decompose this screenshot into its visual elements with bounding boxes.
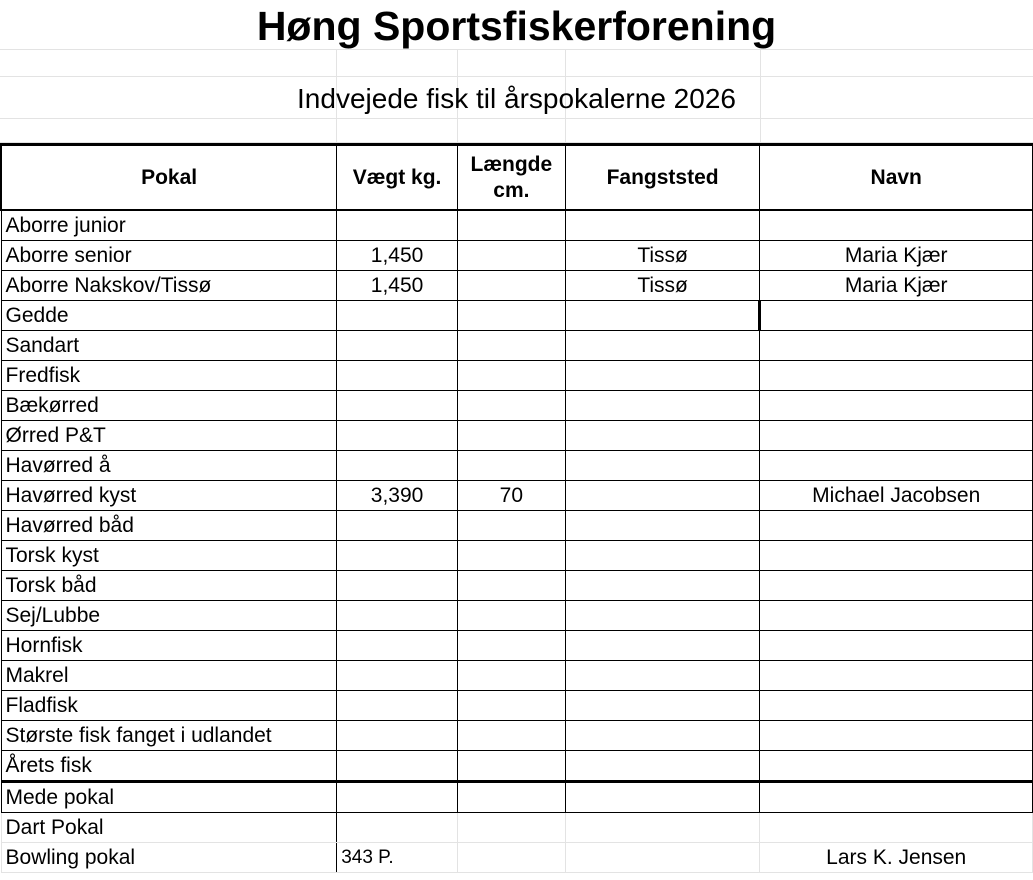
cell-pokal[interactable]: Sandart	[1, 331, 337, 361]
cell-fangststed[interactable]	[565, 331, 760, 361]
cell-fangststed[interactable]	[565, 571, 760, 601]
cell-pokal[interactable]: Fladfisk	[1, 691, 337, 721]
cell-vaegt[interactable]	[337, 631, 458, 661]
cell-fangststed[interactable]	[565, 782, 760, 813]
table-row	[1, 391, 1033, 421]
cell-navn[interactable]	[760, 301, 1033, 331]
table-row	[1, 271, 1033, 301]
cell-vaegt[interactable]	[337, 391, 458, 421]
cell-fangststed[interactable]	[565, 301, 760, 331]
header-fangststed[interactable]: Fangststed	[565, 145, 760, 211]
table-row	[1, 241, 1033, 271]
table-row	[1, 661, 1033, 691]
cell-pokal[interactable]: Havørred å	[1, 451, 337, 481]
table-row	[1, 601, 1033, 631]
cell-fangststed[interactable]	[565, 391, 760, 421]
cell-navn[interactable]	[760, 451, 1033, 481]
table-row	[1, 813, 1033, 843]
cell-navn[interactable]	[760, 631, 1033, 661]
cell-vaegt[interactable]	[337, 571, 458, 601]
table-row	[1, 721, 1033, 751]
cell-vaegt[interactable]: 3,390	[337, 481, 458, 511]
cell-vaegt[interactable]	[337, 813, 458, 843]
cell-pokal[interactable]: Torsk båd	[1, 571, 337, 601]
cell-navn[interactable]: Michael Jacobsen	[760, 481, 1033, 511]
cell-fangststed[interactable]	[565, 691, 760, 721]
cell-fangststed[interactable]	[565, 541, 760, 571]
cell-laengde[interactable]	[457, 210, 565, 241]
cell-laengde[interactable]	[457, 571, 565, 601]
cell-vaegt[interactable]	[337, 511, 458, 541]
cell-laengde[interactable]	[457, 301, 565, 331]
cell-vaegt[interactable]	[337, 691, 458, 721]
cell-vaegt[interactable]	[337, 721, 458, 751]
cell-vaegt[interactable]	[337, 451, 458, 481]
cell-fangststed[interactable]	[565, 843, 760, 873]
cell-pokal[interactable]: Ørred P&T	[1, 421, 337, 451]
cell-pokal[interactable]: Mede pokal	[1, 782, 337, 813]
grid-row	[0, 50, 1033, 77]
cell-navn[interactable]	[760, 601, 1033, 631]
cell-laengde[interactable]	[457, 631, 565, 661]
table-row	[1, 751, 1033, 782]
cell-vaegt[interactable]	[337, 301, 458, 331]
grid-row	[0, 119, 1033, 143]
cell-navn[interactable]	[760, 721, 1033, 751]
table-header-row	[1, 145, 1033, 211]
cell-pokal[interactable]: Makrel	[1, 661, 337, 691]
cell-vaegt[interactable]	[337, 751, 458, 782]
cell-fangststed[interactable]	[565, 481, 760, 511]
cell-fangststed[interactable]	[565, 661, 760, 691]
cell-fangststed[interactable]	[565, 511, 760, 541]
cell-pokal[interactable]: Havørred båd	[1, 511, 337, 541]
cell-laengde[interactable]: 70	[457, 481, 565, 511]
cell-navn[interactable]	[760, 421, 1033, 451]
cell-navn[interactable]	[760, 391, 1033, 421]
cell-vaegt[interactable]	[337, 601, 458, 631]
cell-laengde[interactable]	[457, 241, 565, 271]
cell-navn[interactable]	[760, 661, 1033, 691]
cell-fangststed[interactable]	[565, 451, 760, 481]
cell-laengde[interactable]	[457, 331, 565, 361]
cell-pokal[interactable]: Sej/Lubbe	[1, 601, 337, 631]
table-row	[1, 782, 1033, 813]
cell-laengde[interactable]	[457, 721, 565, 751]
cell-pokal[interactable]: Havørred kyst	[1, 481, 337, 511]
cell-pokal[interactable]: Hornfisk	[1, 631, 337, 661]
cell-vaegt[interactable]: 1,450	[337, 271, 458, 301]
cell-laengde[interactable]	[457, 601, 565, 631]
cell-laengde[interactable]	[457, 271, 565, 301]
table-row	[1, 451, 1033, 481]
cell-navn[interactable]: Maria Kjær	[760, 271, 1033, 301]
table-row	[1, 541, 1033, 571]
cell-laengde[interactable]	[457, 751, 565, 782]
cell-fangststed[interactable]	[565, 721, 760, 751]
cell-laengde[interactable]	[457, 421, 565, 451]
cell-pokal[interactable]: Årets fisk	[1, 751, 337, 782]
cell-pokal[interactable]: Bækørred	[1, 391, 337, 421]
cell-vaegt[interactable]	[337, 361, 458, 391]
cell-laengde[interactable]	[457, 451, 565, 481]
cell-laengde[interactable]	[457, 391, 565, 421]
cell-pokal[interactable]: Dart Pokal	[1, 813, 337, 843]
table-row	[1, 361, 1033, 391]
cell-navn[interactable]	[760, 210, 1033, 241]
cell-pokal[interactable]: Aborre junior	[1, 210, 337, 241]
cell-pokal[interactable]: Største fisk fanget i udlandet	[1, 721, 337, 751]
cell-vaegt[interactable]	[337, 331, 458, 361]
cell-fangststed[interactable]	[565, 601, 760, 631]
cell-fangststed[interactable]: Tissø	[565, 271, 760, 301]
table-row	[1, 691, 1033, 721]
cell-laengde[interactable]	[457, 843, 565, 873]
cell-navn[interactable]	[760, 541, 1033, 571]
table-row	[1, 481, 1033, 511]
table-row	[1, 301, 1033, 331]
cell-vaegt[interactable]	[337, 541, 458, 571]
cell-navn[interactable]: Lars K. Jensen	[760, 843, 1033, 873]
cell-navn[interactable]	[760, 511, 1033, 541]
cell-pokal[interactable]: Fredfisk	[1, 361, 337, 391]
page-subtitle: Indvejede fisk til årspokalerne 2026	[297, 83, 736, 114]
header-laengde[interactable]: Længde cm.	[457, 145, 565, 211]
cell-laengde[interactable]	[457, 661, 565, 691]
cell-vaegt[interactable]	[337, 210, 458, 241]
cell-laengde[interactable]	[457, 691, 565, 721]
cell-pokal[interactable]: Bowling pokal	[1, 843, 337, 873]
table-row	[1, 210, 1033, 241]
cell-navn[interactable]	[760, 813, 1033, 843]
cell-fangststed[interactable]: Tissø	[565, 241, 760, 271]
cell-laengde[interactable]	[457, 511, 565, 541]
header-navn[interactable]: Navn	[760, 145, 1033, 211]
cell-pokal[interactable]: Aborre Nakskov/Tissø	[1, 271, 337, 301]
cell-pokal[interactable]: Gedde	[1, 301, 337, 331]
table-row	[1, 631, 1033, 661]
page-title: Høng Sportsfiskerforening	[256, 3, 777, 49]
cell-laengde[interactable]	[457, 813, 565, 843]
table-row	[1, 331, 1033, 361]
cell-vaegt[interactable]	[337, 421, 458, 451]
cell-vaegt[interactable]	[337, 782, 458, 813]
cell-navn[interactable]	[760, 691, 1033, 721]
cell-fangststed[interactable]	[565, 631, 760, 661]
cell-navn[interactable]	[760, 571, 1033, 601]
table-row	[1, 511, 1033, 541]
table-row	[1, 571, 1033, 601]
cell-fangststed[interactable]	[565, 751, 760, 782]
cell-fangststed[interactable]	[565, 361, 760, 391]
cell-pokal[interactable]: Torsk kyst	[1, 541, 337, 571]
cell-navn[interactable]	[760, 331, 1033, 361]
table-row	[1, 421, 1033, 451]
header-pokal[interactable]: Pokal	[1, 145, 337, 211]
cell-laengde[interactable]	[457, 782, 565, 813]
cell-vaegt[interactable]	[337, 661, 458, 691]
cell-pokal[interactable]: Aborre senior	[1, 241, 337, 271]
cell-fangststed[interactable]	[565, 421, 760, 451]
table-row	[1, 843, 1033, 873]
header-vaegt[interactable]: Vægt kg.	[337, 145, 458, 211]
cell-laengde[interactable]	[457, 361, 565, 391]
trophy-table	[0, 143, 1033, 873]
cell-vaegt[interactable]: 343 P.	[337, 843, 458, 873]
cell-navn[interactable]	[760, 361, 1033, 391]
cell-navn[interactable]: Maria Kjær	[760, 241, 1033, 271]
cell-fangststed[interactable]	[565, 813, 760, 843]
cell-vaegt[interactable]: 1,450	[337, 241, 458, 271]
cell-fangststed[interactable]	[565, 210, 760, 241]
cell-navn[interactable]	[760, 751, 1033, 782]
cell-navn[interactable]	[760, 782, 1033, 813]
cell-laengde[interactable]	[457, 541, 565, 571]
